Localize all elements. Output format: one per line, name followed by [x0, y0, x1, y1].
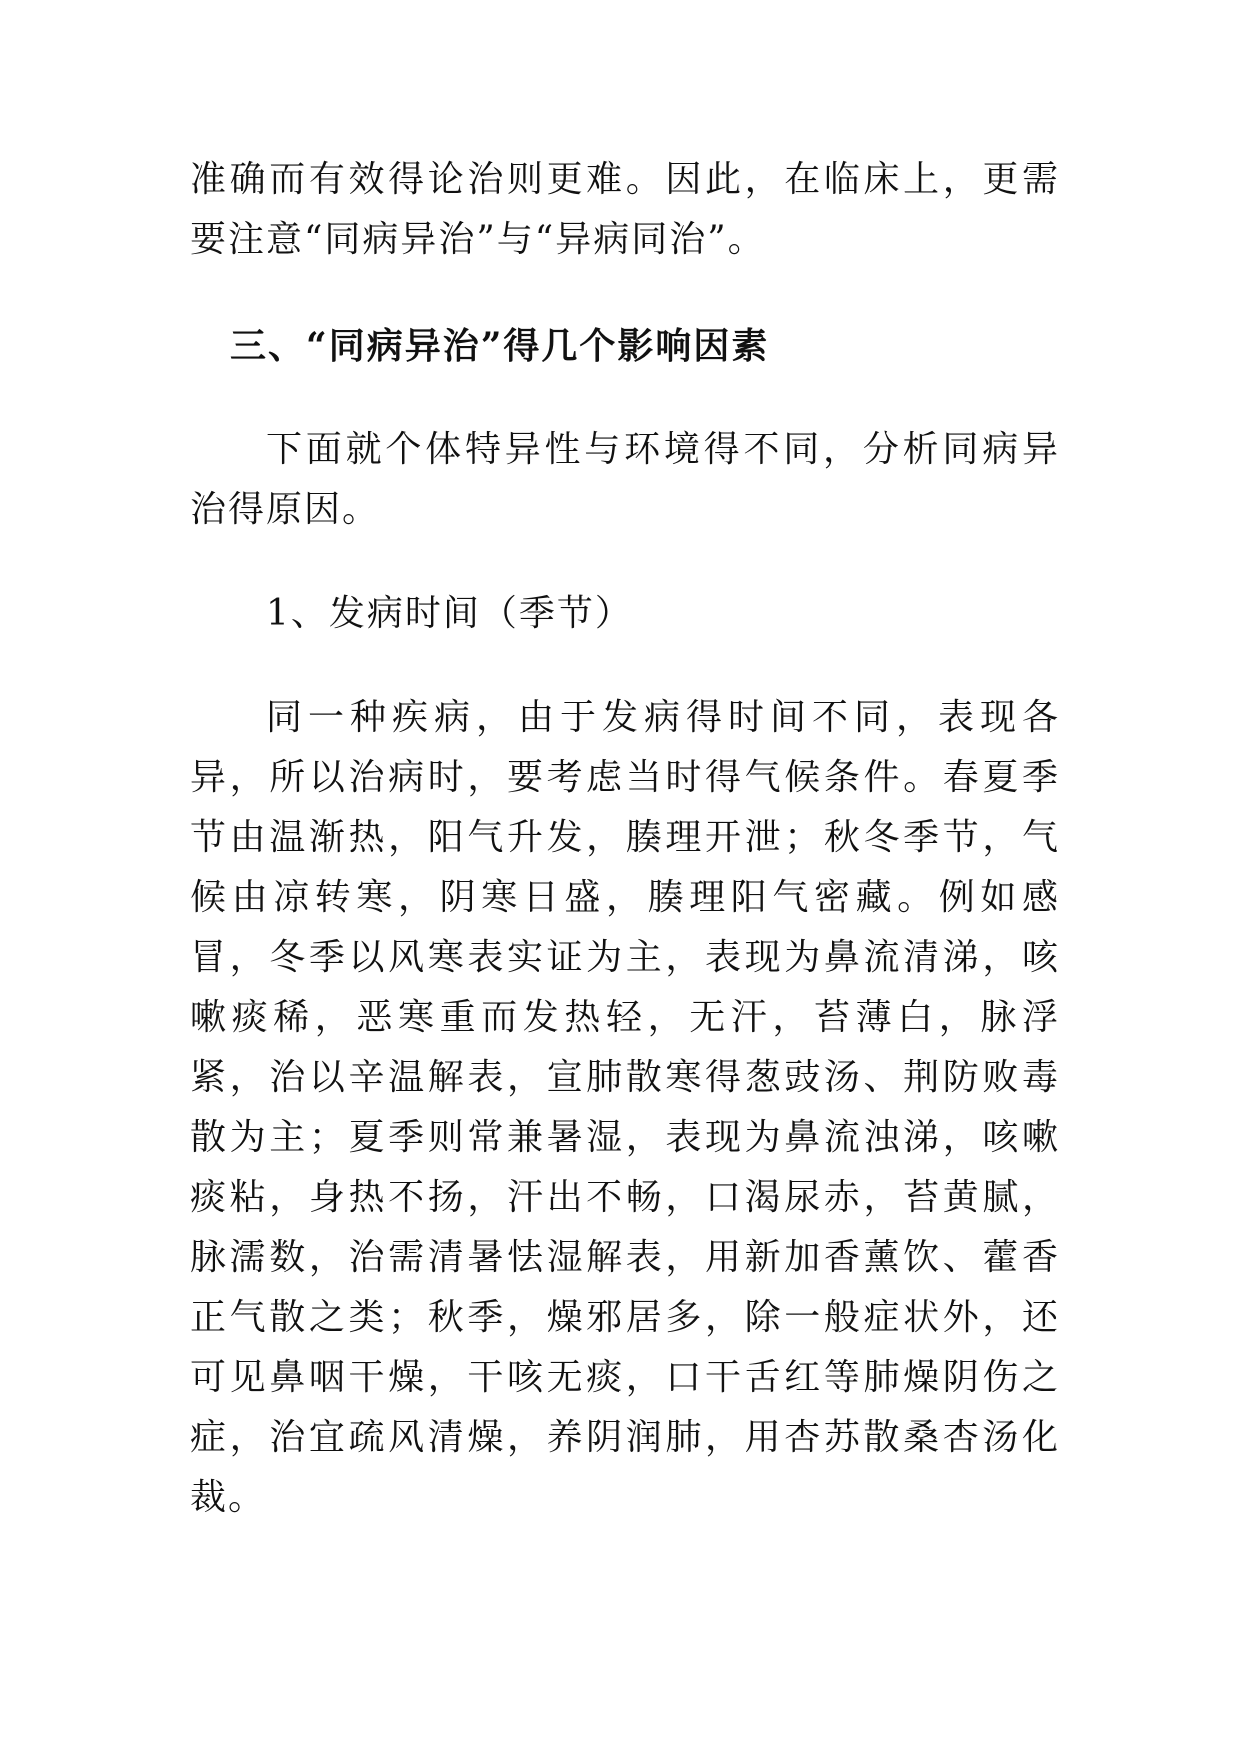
intro-paragraph: 下面就个体特异性与环境得不同，分析同病异治得原因。 [190, 429, 1060, 530]
section-heading: 三、“同病异治”得几个影响因素 [230, 325, 770, 367]
document-body [190, 150, 1060, 1528]
continuation-paragraph: 准确而有效得论治则更难。因此，在临床上，更需要注意“同病异治”与“异病同治”。 [190, 159, 1060, 260]
subheading: 1、发病时间（季节） [266, 593, 633, 634]
body-paragraph: 同一种疾病，由于发病得时间不同，表现各异，所以治病时，要考虑当时得气候条件。春夏季节由温渐热，阳气升发，腠理开泄；秋冬季节，气候由凉转寒，阴寒日盛，腠理阳气密藏。例如感冒，冬季以风寒表实证为主，表现为鼻流清涕，咳嗽痰稀，恶寒重而发热轻，无汗，苔薄白，脉浮紧，治以辛温解表，宣肺散寒得葱豉汤、荆防败毒散为主；夏季则常兼暑湿，表现为鼻流浊涕，咳嗽痰粘，身热不扬，汗出不畅，口渴尿赤，苔黄腻，脉濡数，治需清暑怯湿解表，用新加香薰饮、藿香正气散之类；秋季，燥邪居多，除一般症状外，还可见鼻咽干燥，干咳无痰，口干舌红等肺燥阴伤之症，治宜疏风清燥，养阴润肺，用杏苏散桑杏汤化裁。 [190, 697, 1060, 1518]
